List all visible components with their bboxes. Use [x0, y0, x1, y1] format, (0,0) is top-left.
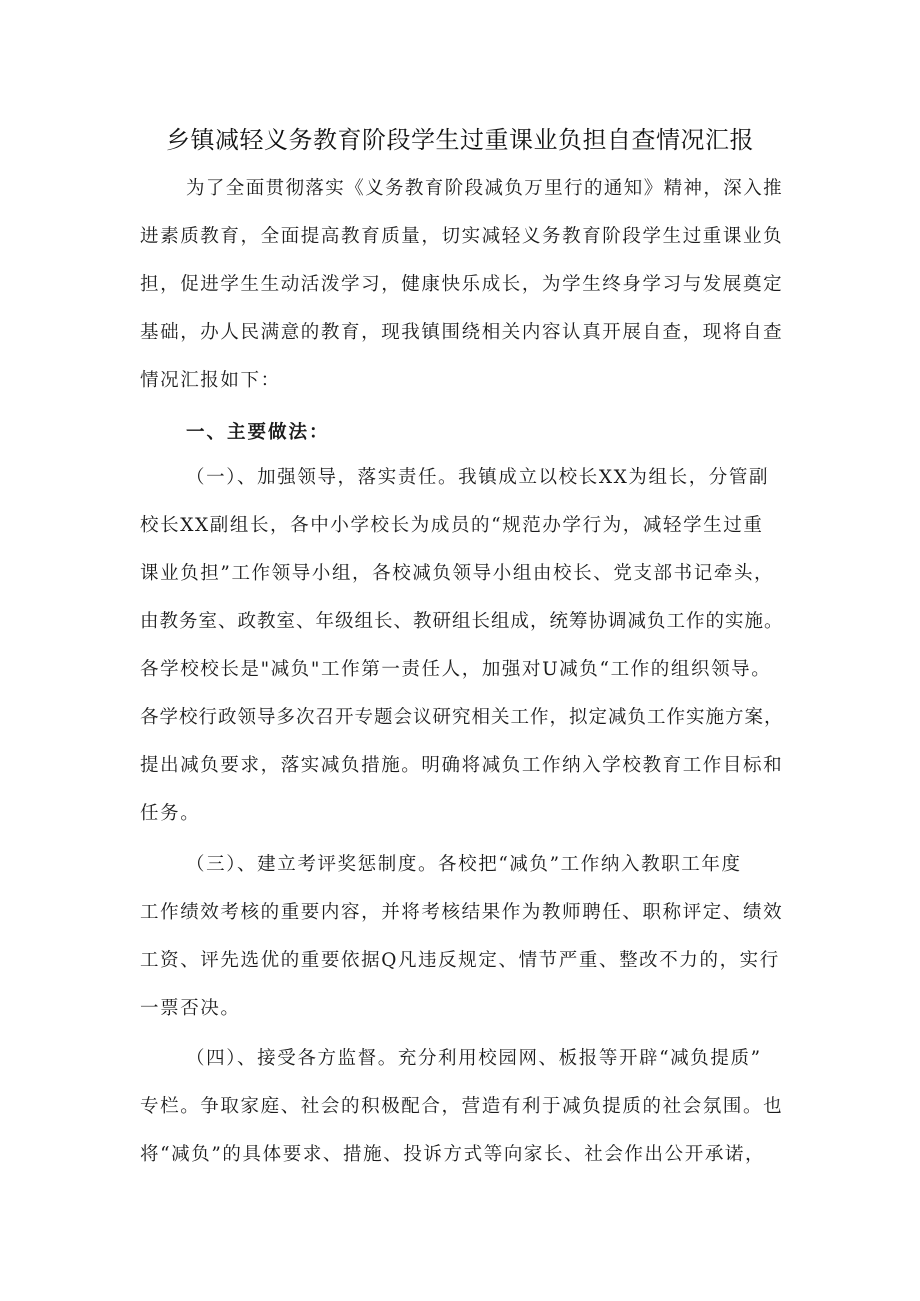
intro-line-2: 进素质教育，全面提高教育质量，切实减轻义务教育阶段学生过重课业负	[140, 226, 784, 247]
intro-line-4: 基础，办人民满意的教育，现我镇围绕相关内容认真开展自查，现将自查	[140, 322, 784, 343]
para3-line-4: 一票否决。	[140, 998, 241, 1019]
para1-line-3: 课业负担”工作领导小组，各校减负领导小组由校长、党支部书记牵头，	[140, 563, 775, 584]
para3-line-2: 工作绩效考核的重要内容，并将考核结果作为教师聘任、职称评定、绩效	[140, 902, 784, 923]
para1-line-2: 校长XX副组长，各中小学校长为成员的“规范办学行为，减轻学生过重	[140, 515, 764, 536]
para1-line-7: 提出减负要求，落实减负措施。明确将减负工作纳入学校教育工作目标和	[140, 755, 784, 776]
para1-line-4: 由教务室、政教室、年级组长、教研组长组成，统筹协调减负工作的实施。	[140, 611, 784, 632]
para4-line-3: 将“减负”的具体要求、措施、投诉方式等向家长、社会作出公开承诺，	[140, 1144, 766, 1165]
para4-line-1: （四）、接受各方监督。充分利用校园网、板报等开辟“减负提质”	[186, 1048, 762, 1069]
intro-line-1: 为了全面贯彻落实《义务教育阶段减负万里行的通知》精神，深入推	[186, 178, 784, 199]
section-heading-main-practices: 一、主要做法：	[186, 422, 330, 443]
document-title: 乡镇减轻义务教育阶段学生过重课业负担自查情况汇报	[166, 126, 754, 154]
para1-line-5: 各学校校长是"减负"工作第一责任人，加强对U减负“工作的组织领导。	[140, 659, 772, 680]
para3-line-3: 工资、评先选优的重要依据Q凡违反规定、情节严重、整改不力的，实行	[140, 950, 780, 971]
para1-line-6: 各学校行政领导多次召开专题会议研究相关工作，拟定减负工作实施方案，	[140, 707, 784, 728]
para1-line-8: 任务。	[140, 803, 201, 824]
para3-line-1: （三）、建立考评奖惩制度。各校把“减负”工作纳入教职工年度	[186, 854, 742, 875]
intro-line-5: 情况汇报如下：	[140, 370, 281, 391]
para4-line-2: 专栏。争取家庭、社会的积极配合，营造有利于减负提质的社会氛围。也	[140, 1096, 784, 1117]
para1-line-1: （一）、加强领导，落实责任。我镇成立以校长XX为组长，分管副	[186, 467, 770, 488]
intro-line-3: 担，促进学生生动活泼学习，健康快乐成长，为学生终身学习与发展奠定	[140, 274, 784, 295]
